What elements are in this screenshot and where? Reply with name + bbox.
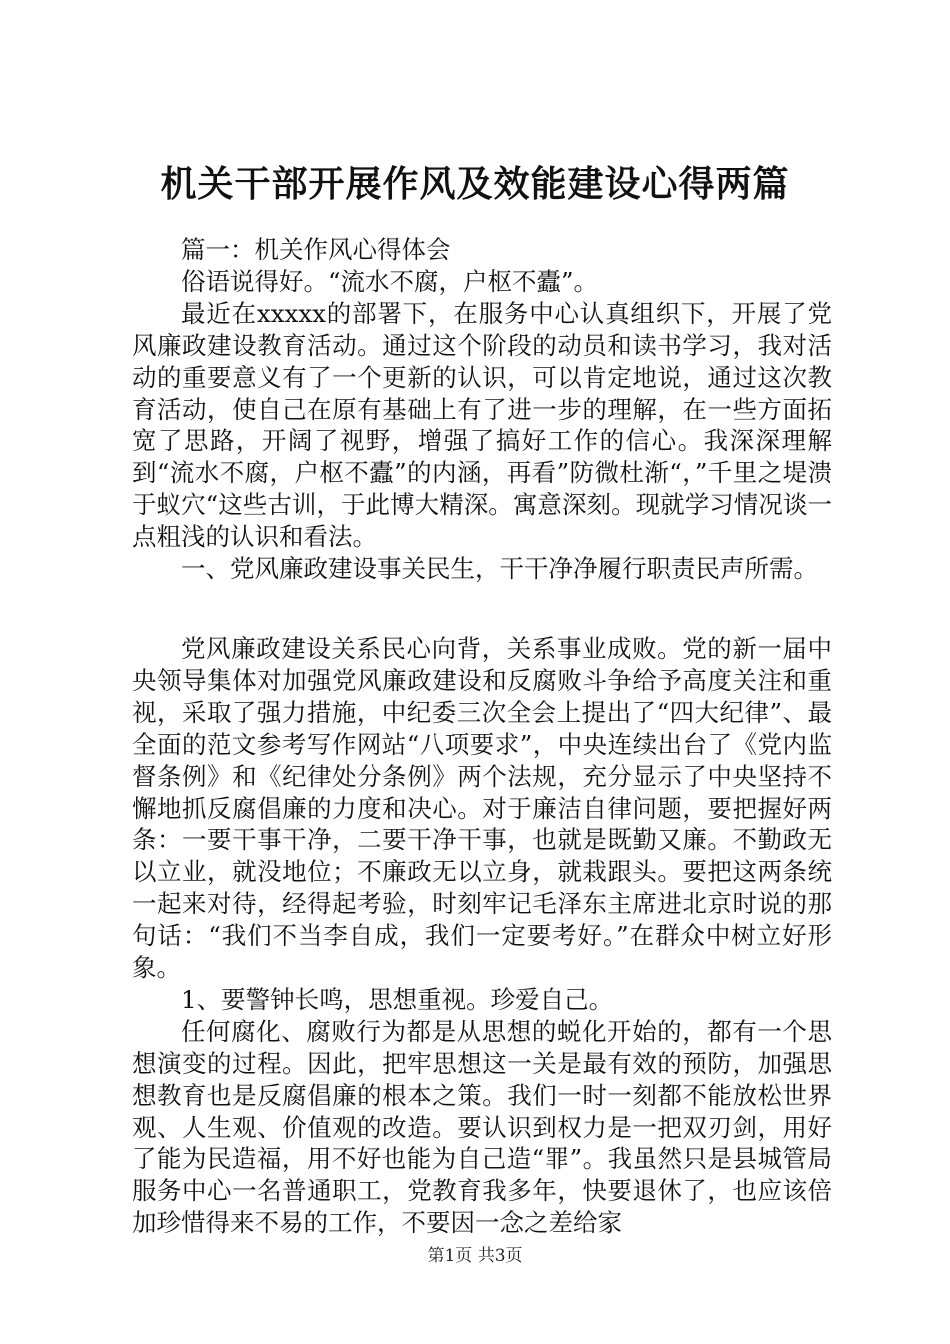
document-body: [132, 234, 832, 1239]
document-title: 机关干部开展作风及效能建设心得两篇: [160, 163, 790, 205]
paragraph: 俗语说得好。“流水不腐，户枢不蠹”。: [181, 266, 599, 296]
paragraph-gap: [132, 585, 832, 633]
section-heading: 篇一：机关作风心得体会: [181, 235, 451, 264]
paragraph: 党风廉政建设关系民心向背，关系事业成败。党的新一届中央领导集体对加强党风廉政建设和反腐败斗争给予高度关注和重视，采取了强力措施，中纪委三次全会上提出了“四大纪律”、最全面的范文参考写作网站“八项要求”，中央连续出台了《党内监督条例》和《纪律处分条例》两个法规，充分显示了中央坚持不懈地抓反腐倡廉的力度和决心。对于廉洁自律问题，要把握好两条：一要干事干净，二要干净干事，也就是既勤又廉。不勤政无以立业，就没地位；不廉政无以立身，就栽跟头。要把这两条统一起来对待，经得起考验，时刻牢记毛泽东主席进北京时说的那句话：“我们不当李自成，我们一定要考好。”在群众中树立好形象。: [132, 633, 832, 983]
paragraph: 最近在xxxxx的部署下，在服务中心认真组织下，开展了党风廉政建设教育活动。通过这个阶段的动员和读书学习，我对活动的重要意义有了一个更新的认识，可以肯定地说，通过这次教育活动，使自己在原有基础上有了进一步的理解，在一些方面拓宽了思路，开阔了视野，增强了搞好工作的信心。我深深理解到“流水不腐，户枢不蠹”的内涵，再看”防微杜渐“，”千里之堤溃于蚁穴“这些古训，于此博大精深。寓意深刻。现就学习情况谈一点粗浅的认识和看法。: [132, 298, 832, 552]
paragraph: 任何腐化、腐败行为都是从思想的蜕化开始的，都有一个思想演变的过程。因此，把牢思想这一关是最有效的预防，加强思想教育也是反腐倡廉的根本之策。我们一时一刻都不能放松世界观、人生观、价值观的改造。要认识到权力是一把双刃剑，用好了能为民造福，用不好也能为自己造“罪”。我虽然只是县城管局服务中心一名普通职工，党教育我多年，快要退休了，也应该倍加珍惜得来不易的工作，不要因一念之差给家: [132, 1016, 832, 1238]
list-item-heading: 1、要警钟长鸣，思想重视。珍爱自己。: [181, 984, 614, 1014]
page-footer: 第1页 共3页: [427, 1246, 523, 1266]
subsection-heading: 一、党风廉政建设事关民生，干干净净履行职责民声所需。: [181, 554, 818, 584]
